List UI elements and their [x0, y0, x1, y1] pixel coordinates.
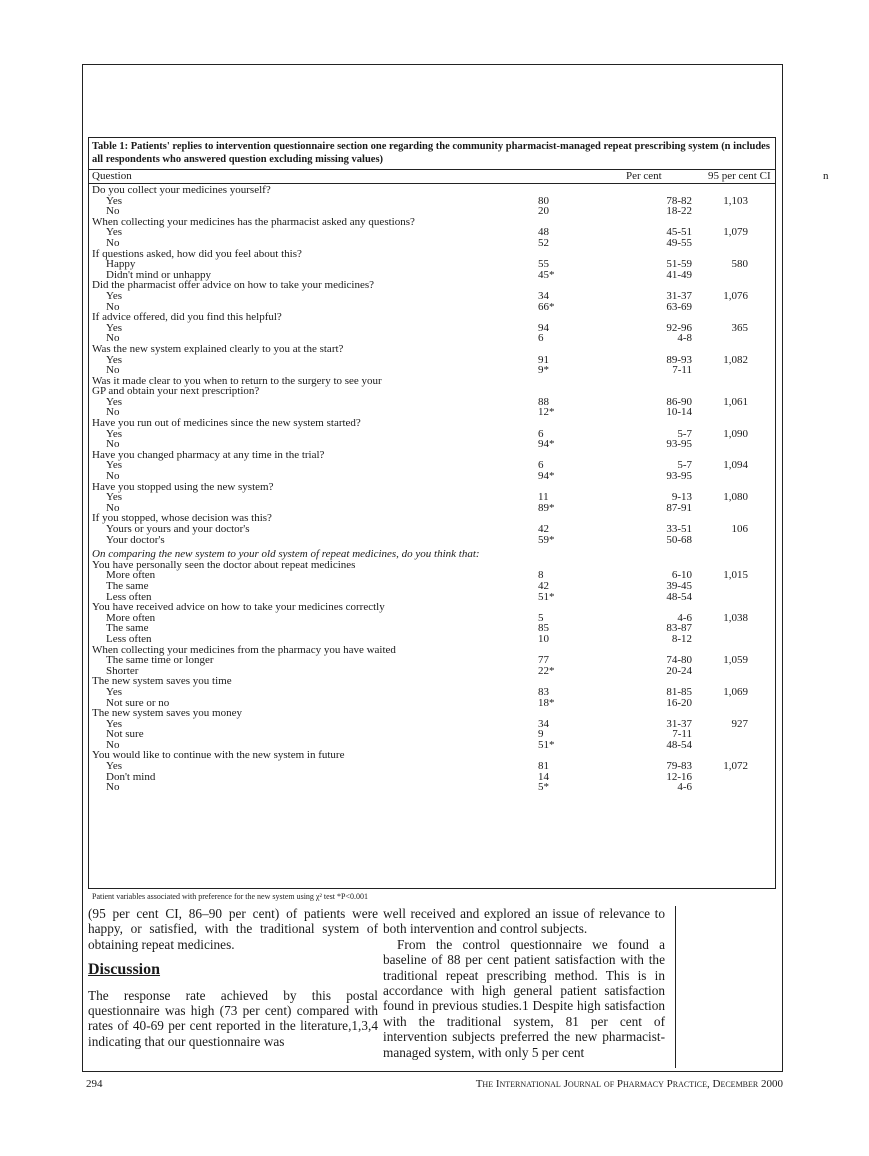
percent-value: 10: [538, 632, 549, 645]
percent-value: 94: [538, 321, 549, 334]
n-value: 1,072: [723, 760, 748, 773]
percent-value: 5: [538, 611, 544, 624]
ci-value: 48-54: [666, 738, 692, 751]
answer-label: Less often: [106, 590, 152, 603]
n-value: 1,038: [723, 611, 748, 624]
table-row: [92, 560, 772, 571]
percent-value: 88: [538, 395, 549, 408]
table-row: [92, 238, 772, 249]
n-value: 1,094: [723, 459, 748, 472]
answer-label: More often: [106, 569, 156, 582]
answer-label: Yes: [106, 717, 123, 730]
paragraph-intro-right: well received and explored an issue of relevance to both intervention and control subjects.: [383, 906, 665, 937]
question-label: Have you stopped using the new system?: [92, 480, 274, 493]
question-label: If you stopped, whose decision was this?: [92, 512, 272, 525]
percent-value: 45*: [538, 268, 555, 281]
answer-label: No: [106, 300, 120, 313]
question-label: You have personally seen the doctor about repeat medicines: [92, 558, 356, 571]
n-value: 1,059: [723, 654, 748, 667]
n-value: 580: [731, 258, 748, 271]
n-value: 1,080: [723, 491, 748, 504]
answer-label: No: [106, 738, 120, 751]
question-label: Did the pharmacist offer advice on how to take your medicines?: [92, 279, 375, 292]
percent-value: 94*: [538, 438, 555, 451]
ci-value: 31-37: [666, 289, 692, 302]
n-value: 1,061: [723, 395, 748, 408]
question-label: GP and obtain your next prescription?: [92, 385, 260, 398]
question-label: Was it made clear to you when to return to the surgery to see your: [92, 374, 382, 387]
percent-value: 66*: [538, 300, 555, 313]
answer-label: No: [106, 781, 120, 794]
table-row: [92, 634, 772, 645]
percent-value: 6: [538, 427, 544, 440]
percent-value: 48: [538, 226, 549, 239]
answer-label: Less often: [106, 632, 152, 645]
answer-label: The same: [106, 579, 149, 592]
answer-label: Yes: [106, 760, 123, 773]
percent-value: 12*: [538, 406, 555, 419]
journal-running-footer: The International Journal of Pharmacy Practice, December 2000: [475, 1078, 783, 1090]
n-value: 1,015: [723, 569, 748, 582]
percent-value: 11: [538, 491, 549, 504]
ci-value: 18-22: [666, 205, 692, 218]
answer-label: Yes: [106, 353, 123, 366]
answer-label: Yes: [106, 321, 123, 334]
answer-label: Not sure or no: [106, 696, 170, 709]
table-header: [88, 169, 829, 184]
answer-label: Don't mind: [106, 770, 156, 783]
answer-label: No: [106, 501, 120, 514]
table-caption: Table 1: Patients' replies to intervention questionnaire section one regarding the community pharmacist-managed repeat prescribing system (n includes all respondents who answered question excluding missing values): [92, 141, 770, 165]
ci-value: 6-10: [671, 569, 692, 582]
table-row: [92, 450, 772, 461]
ci-value: 49-55: [666, 236, 692, 249]
ci-value: 4-6: [677, 611, 692, 624]
answer-label: Yes: [106, 427, 123, 440]
ci-value: 5-7: [677, 427, 692, 440]
ci-value: 83-87: [666, 622, 692, 635]
percent-value: 51*: [538, 738, 555, 751]
percent-value: 83: [538, 685, 549, 698]
ci-value: 5-7: [677, 459, 692, 472]
ci-value: 4-8: [677, 332, 692, 345]
n-value: 1,103: [723, 194, 748, 207]
ci-value: 20-24: [666, 664, 692, 677]
question-label: You would like to continue with the new system in future: [92, 749, 345, 762]
ci-value: 16-20: [666, 696, 692, 709]
table-row: [92, 719, 772, 730]
percent-value: 59*: [538, 533, 555, 546]
answer-label: Yes: [106, 459, 123, 472]
answer-label: Happy: [106, 258, 136, 271]
ci-value: 9-13: [671, 491, 692, 504]
percent-value: 81: [538, 760, 549, 773]
answer-label: No: [106, 406, 120, 419]
header-ci: 95 per cent CI: [708, 170, 771, 182]
table-row: [92, 344, 772, 355]
ci-value: 74-80: [666, 654, 692, 667]
answer-label: No: [106, 470, 120, 483]
percent-value: 14: [538, 770, 549, 783]
percent-value: 5*: [538, 781, 549, 794]
percent-value: 6: [538, 332, 544, 345]
n-value: 1,079: [723, 226, 748, 239]
question-label: Was the new system explained clearly to you at the start?: [92, 342, 344, 355]
ci-value: 41-49: [666, 268, 692, 281]
ci-value: 8-12: [671, 632, 692, 645]
percent-value: 80: [538, 194, 549, 207]
ci-value: 10-14: [666, 406, 692, 419]
answer-label: No: [106, 236, 120, 249]
table-row: [92, 623, 772, 634]
answer-label: Yes: [106, 194, 123, 207]
ci-value: 89-93: [666, 353, 692, 366]
n-value: 106: [731, 523, 748, 535]
ci-value: 31-37: [666, 717, 692, 730]
n-value: 1,076: [723, 289, 748, 302]
answer-label: The same: [106, 622, 149, 635]
percent-value: 77: [538, 654, 549, 667]
body-column-left: [88, 906, 378, 1049]
ci-value: 81-85: [666, 685, 692, 698]
question-label: If questions asked, how did you feel about this?: [92, 247, 302, 260]
body-column-right: [383, 906, 665, 1060]
ci-value: 45-51: [666, 226, 692, 239]
question-label: Do you collect your medicines yourself?: [92, 184, 271, 196]
answer-label: Yes: [106, 395, 123, 408]
question-label: The new system saves you money: [92, 707, 242, 720]
question-label: When collecting your medicines has the pharmacist asked any questions?: [92, 215, 415, 228]
ci-value: 93-95: [666, 438, 692, 451]
percent-value: 85: [538, 622, 549, 635]
answer-label: More often: [106, 611, 156, 624]
answer-label: No: [106, 332, 120, 345]
ci-value: 79-83: [666, 760, 692, 773]
ci-value: 33-51: [666, 523, 692, 535]
percent-value: 42: [538, 579, 549, 592]
ci-value: 92-96: [666, 321, 692, 334]
table-body: [92, 185, 772, 793]
percent-value: 8: [538, 569, 544, 582]
paragraph-intro-left: (95 per cent CI, 86–90 per cent) of patients were happy, or satisfied, with the traditional system of obtaining repeat medicines.: [88, 906, 378, 952]
table-footnote: Patient variables associated with preference for the new system using χ² test *P<0.001: [92, 892, 368, 901]
table-row: [92, 482, 772, 493]
table-row: [92, 772, 772, 783]
table-row: [92, 291, 772, 302]
percent-value: 42: [538, 523, 549, 535]
table-row: [92, 782, 772, 793]
question-label: When collecting your medicines from the pharmacy you have waited: [92, 643, 396, 656]
percent-value: 9*: [538, 364, 549, 377]
header-question: Question: [92, 170, 132, 182]
column-rule: [675, 906, 676, 1068]
ci-value: 63-69: [666, 300, 692, 313]
answer-label: The same time or longer: [106, 654, 214, 667]
n-value: 365: [731, 321, 748, 334]
header-n: n: [823, 170, 829, 182]
page-number: 294: [86, 1078, 103, 1090]
table-row: [92, 418, 772, 429]
answer-label: Not sure: [106, 728, 144, 741]
table-row: [92, 687, 772, 698]
ci-value: 7-11: [672, 364, 692, 377]
answer-label: Your doctor's: [106, 533, 165, 546]
answer-label: No: [106, 364, 120, 377]
percent-value: 34: [538, 717, 549, 730]
percent-value: 89*: [538, 501, 555, 514]
ci-value: 78-82: [666, 194, 692, 207]
table-row: [92, 355, 772, 366]
percent-value: 9: [538, 728, 544, 741]
answer-label: Yes: [106, 491, 123, 504]
percent-value: 18*: [538, 696, 555, 709]
ci-value: 51-59: [666, 258, 692, 271]
n-value: 1,082: [723, 353, 748, 366]
paragraph-control: From the control questionnaire we found a baseline of 88 per cent patient satisfaction with the traditional repeat prescribing method. This is in accordance with high general patient satisfaction found in previous studies.1 Despite high satisfaction with the traditional system, 81 per cent of intervention subjects preferred the new pharmacist-managed system, with only 5 per cent: [383, 936, 665, 1060]
table-row: [92, 323, 772, 334]
percent-value: 34: [538, 289, 549, 302]
answer-label: Yes: [106, 226, 123, 239]
ci-value: 39-45: [666, 579, 692, 592]
question-label: If advice offered, did you find this helpful?: [92, 311, 282, 324]
percent-value: 55: [538, 258, 549, 271]
percent-value: 20: [538, 205, 549, 218]
header-percent: Per cent: [626, 170, 662, 182]
answer-label: No: [106, 438, 120, 451]
question-label: The new system saves you time: [92, 675, 232, 688]
question-label: Have you changed pharmacy at any time in the trial?: [92, 448, 325, 461]
n-value: 927: [731, 717, 748, 730]
percent-value: 94*: [538, 470, 555, 483]
percent-value: 6: [538, 459, 544, 472]
table-row: [92, 524, 772, 535]
table-row: [92, 535, 772, 546]
section-heading-discussion: Discussion: [88, 961, 161, 979]
table-row: [92, 602, 772, 613]
table-row: [92, 581, 772, 592]
table-row: [92, 185, 772, 196]
percent-value: 51*: [538, 590, 555, 603]
ci-value: 86-90: [666, 395, 692, 408]
answer-label: Yes: [106, 685, 123, 698]
question-label: Have you run out of medicines since the new system started?: [92, 417, 361, 430]
ci-value: 93-95: [666, 470, 692, 483]
answer-label: Shorter: [106, 664, 139, 677]
ci-value: 50-68: [666, 533, 692, 546]
answer-label: Yes: [106, 289, 123, 302]
ci-value: 7-11: [672, 728, 692, 741]
section-subheading: On comparing the new system to your old system of repeat medicines, do you think that:: [92, 548, 480, 561]
question-label: You have received advice on how to take your medicines correctly: [92, 601, 385, 614]
answer-label: No: [106, 205, 120, 218]
percent-value: 22*: [538, 664, 555, 677]
answer-label: Didn't mind or unhappy: [106, 268, 211, 281]
n-value: 1,069: [723, 685, 748, 698]
percent-value: 91: [538, 353, 549, 366]
ci-value: 12-16: [666, 770, 692, 783]
percent-value: 52: [538, 236, 549, 249]
ci-value: 4-6: [677, 781, 692, 794]
n-value: 1,090: [723, 427, 748, 440]
ci-value: 87-91: [666, 501, 692, 514]
answer-label: Yours or yours and your doctor's: [106, 523, 250, 535]
ci-value: 48-54: [666, 590, 692, 603]
paragraph-discussion: The response rate achieved by this postal questionnaire was high (73 per cent) compared with rates of 40-69 per cent reported in the literature,1,3,4 indicating that our questionnaire was: [88, 987, 378, 1049]
